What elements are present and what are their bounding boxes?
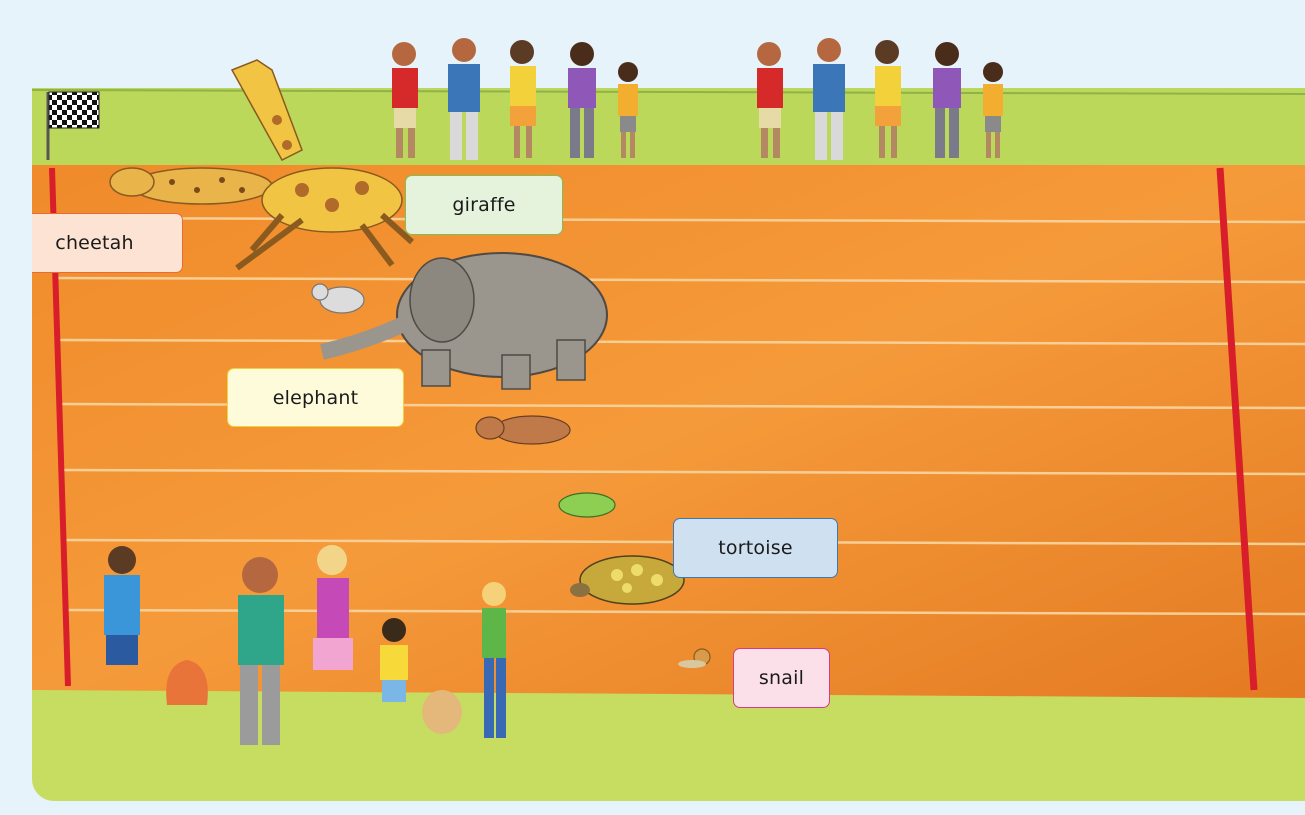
race-scene [32, 0, 1305, 801]
tortoise-label: tortoise [673, 518, 838, 578]
giraffe-label: giraffe [405, 175, 563, 235]
puppy-figure [422, 690, 462, 734]
sky [32, 0, 1305, 90]
top-grass [32, 88, 1305, 168]
elephant-label: elephant [227, 368, 404, 427]
snail-label: snail [733, 648, 830, 708]
checkered-flag-icon [49, 92, 99, 128]
race-track-illustration [32, 0, 1305, 801]
bottom-grass [32, 690, 1305, 801]
cheetah-label: cheetah [32, 213, 183, 273]
frog-figure [559, 493, 615, 517]
race-track [32, 165, 1305, 698]
